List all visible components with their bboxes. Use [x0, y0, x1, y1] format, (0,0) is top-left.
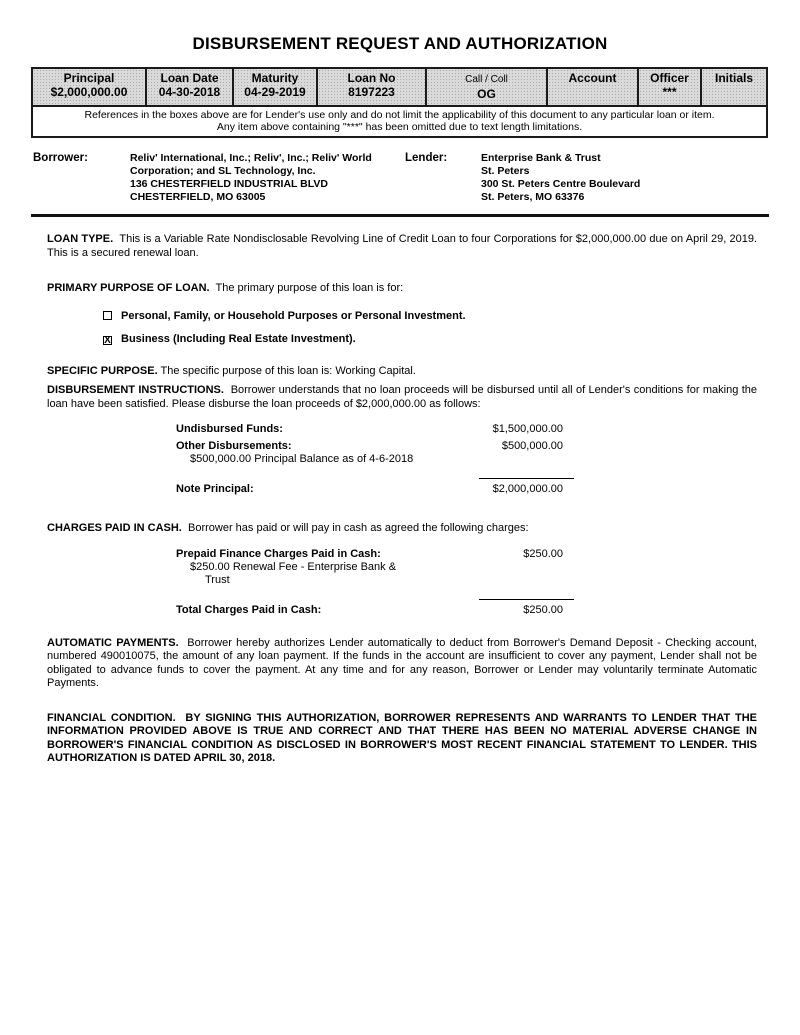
maturity-value: 04-29-2019	[244, 85, 306, 99]
lender-label: Lender:	[405, 152, 448, 164]
purpose-option-business	[103, 333, 800, 346]
automatic-payments-heading: AUTOMATIC PAYMENTS.	[47, 636, 179, 649]
borrower-line: Corporation; and SL Technology, Inc.	[130, 165, 316, 177]
officer-label: Officer	[650, 71, 689, 85]
prepaid-charges-amount: $250.00	[523, 547, 563, 560]
disbursement-heading: DISBURSEMENT INSTRUCTIONS.	[47, 384, 224, 396]
charges-paragraph	[47, 522, 757, 536]
lender-line: St. Peters	[481, 165, 530, 177]
header-cell-loan-no	[318, 69, 427, 105]
header-cell-initials	[702, 69, 766, 105]
lender-line: 300 St. Peters Centre Boulevard	[481, 178, 641, 190]
prepaid-charges-label: Prepaid Finance Charges Paid in Cash:	[176, 547, 381, 560]
parties-block	[33, 152, 769, 204]
specific-purpose-paragraph	[47, 365, 757, 379]
loan-type-heading: LOAN TYPE.	[47, 233, 114, 245]
note-principal-rule	[479, 478, 574, 479]
maturity-label: Maturity	[251, 71, 299, 85]
other-disbursements-detail: $500,000.00 Principal Balance as of 4-6-2018	[190, 453, 414, 465]
automatic-payments-text: Borrower hereby authorizes Lender automatically to deduct from Borrower's Demand Deposit - Checking account, numbered 490010075, the amount of any loan payment. If the funds in the account are insufficient to cover any payment, Lender shall not be obligated to advance funds to cover the payment. At any time and for any reason, Borrower or Lender may voluntarily terminate Automatic Payments.	[47, 636, 757, 689]
other-disbursements-row	[176, 440, 563, 466]
total-charges-main	[176, 604, 453, 617]
disbursement-paragraph	[47, 384, 757, 411]
business-purpose-label: Business (Including Real Estate Investment).	[121, 332, 356, 345]
specific-purpose-heading: SPECIFIC PURPOSE.	[47, 364, 158, 377]
total-charges-row	[176, 604, 563, 617]
other-disbursements-amount: $500,000.00	[501, 440, 563, 452]
call-coll-label: Call / Coll	[465, 74, 508, 85]
header-cell-call-coll	[427, 69, 548, 105]
reference-note-line1: References in the boxes above are for Lender's use only and do not limit the applicability of this document to any particular loan or item.	[84, 109, 715, 121]
specific-purpose-text: The specific purpose of this loan is: Working Capital.	[160, 364, 416, 377]
note-principal-row	[176, 483, 563, 496]
header-cell-account	[548, 69, 639, 105]
charges-text: Borrower has paid or will pay in cash as agreed the following charges:	[188, 522, 529, 534]
initials-label: Initials	[714, 71, 753, 85]
account-value	[550, 85, 635, 100]
borrower-line: 136 CHESTERFIELD INDUSTRIAL BLVD	[130, 178, 328, 190]
prepaid-charges-detail-line2: Trust	[205, 573, 230, 586]
prepaid-charges-detail-line1: $250.00 Renewal Fee - Enterprise Bank &	[190, 560, 397, 573]
disbursement-text: Borrower understands that no loan proceeds will be disbursed until all of Lender's conditions for making the loan have been satisfied. Please disburse the loan proceeds of $2,000,000.00 as follows:	[47, 384, 757, 410]
loan-date-value: 04-30-2018	[158, 85, 221, 99]
principal-value: $2,000,000.00	[50, 85, 128, 99]
loan-type-text: This is a Variable Rate Nondisclosable Revolving Line of Credit Loan to four Corporations for $2,000,000.00 due on April 29, 2019. This is a secured renewal loan.	[47, 233, 757, 259]
lender-address	[481, 152, 769, 204]
loan-summary-cells	[33, 69, 766, 105]
lender-line: Enterprise Bank & Trust	[481, 152, 601, 164]
initials-value	[704, 85, 764, 100]
note-principal-label: Note Principal:	[176, 483, 254, 495]
automatic-payments-paragraph	[47, 637, 757, 691]
purpose-option-personal	[103, 310, 800, 323]
table-reference-note	[33, 105, 766, 136]
primary-purpose-heading: PRIMARY PURPOSE OF LOAN.	[47, 282, 210, 294]
business-purpose-checkbox[interactable]: X	[104, 334, 111, 346]
undisbursed-funds-row	[176, 423, 563, 436]
prepaid-charges-main	[176, 548, 453, 587]
header-cell-principal	[33, 69, 147, 105]
primary-purpose-paragraph	[47, 282, 757, 296]
financial-condition-heading: FINANCIAL CONDITION.	[47, 711, 176, 724]
lender-line: St. Peters, MO 63376	[481, 191, 585, 203]
total-charges-rule	[479, 599, 574, 600]
borrower-address	[130, 152, 405, 204]
note-principal-amount: $2,000,000.00	[492, 483, 563, 495]
personal-purpose-label: Personal, Family, or Household Purposes or Personal Investment.	[121, 309, 466, 322]
document-title: DISBURSEMENT REQUEST AND AUTHORIZATION	[192, 34, 608, 53]
borrower-line: Reliv' International, Inc.; Reliv', Inc.; Reliv' World	[130, 152, 372, 164]
officer-value: ***	[662, 85, 677, 99]
section-divider-rule	[31, 214, 769, 217]
account-label: Account	[568, 71, 617, 85]
other-disbursements-main	[176, 440, 453, 466]
note-principal-main	[176, 483, 453, 496]
total-charges-label: Total Charges Paid in Cash:	[176, 603, 322, 616]
other-disbursements-label: Other Disbursements:	[176, 440, 292, 452]
loan-summary-table	[31, 67, 768, 138]
undisbursed-funds-amount: $1,500,000.00	[492, 423, 563, 435]
charges-heading: CHARGES PAID IN CASH.	[47, 522, 182, 534]
borrower-label: Borrower:	[33, 152, 88, 164]
header-cell-maturity	[234, 69, 318, 105]
financial-condition-text: BY SIGNING THIS AUTHORIZATION, BORROWER REPRESENTS AND WARRANTS TO LENDER THAT THE INFORMATION PROVIDED ABOVE IS TRUE AND CORRECT AND THAT THERE HAS BEEN NO MATERIAL ADVERSE CHANGE IN BORROWER'S FINANCIAL CONDITION AS DISCLOSED IN BORROWER'S MOST RECENT FINANCIAL STATEMENT TO LENDER. THIS AUTHORIZATION IS DATED APRIL 30, 2018.	[47, 711, 758, 764]
undisbursed-funds-label: Undisbursed Funds:	[176, 423, 283, 435]
principal-label: Principal	[63, 71, 115, 85]
reference-note-line2: Any item above containing "***" has been omitted due to text length limitations.	[216, 121, 583, 133]
total-charges-amount: $250.00	[523, 603, 563, 616]
loan-type-paragraph	[47, 233, 757, 260]
loan-no-value: 8197223	[348, 85, 395, 99]
prepaid-charges-row	[176, 548, 563, 587]
borrower-line: CHESTERFIELD, MO 63005	[130, 191, 266, 203]
call-coll-value: OG	[477, 87, 496, 101]
loan-date-label: Loan Date	[160, 71, 219, 85]
personal-purpose-checkbox[interactable]	[103, 311, 112, 320]
undisbursed-funds-main	[176, 423, 453, 436]
header-cell-officer	[639, 69, 702, 105]
loan-no-label: Loan No	[347, 71, 396, 85]
financial-condition-paragraph	[47, 712, 757, 766]
primary-purpose-text: The primary purpose of this loan is for:	[215, 282, 404, 294]
header-cell-loan-date	[147, 69, 234, 105]
